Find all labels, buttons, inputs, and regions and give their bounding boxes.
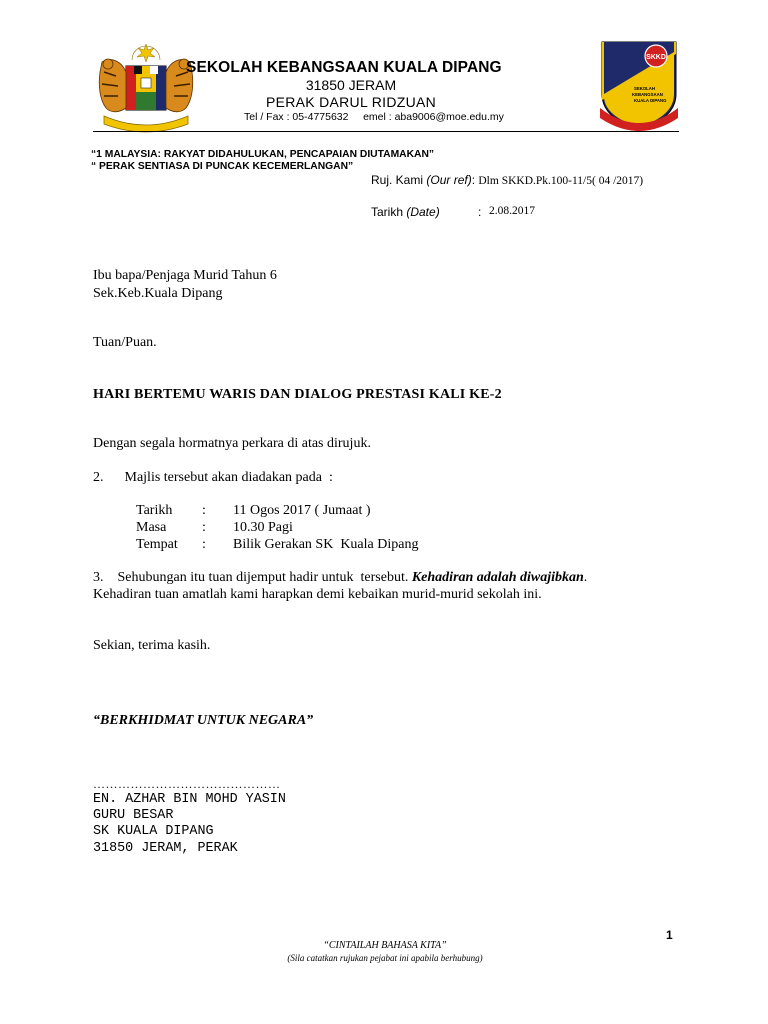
schedule-time-value: 10.30 Pagi [233, 520, 293, 535]
letter-subject: HARI BERTEMU WARIS DAN DIALOG PRESTASI KALI KE-2 [93, 387, 502, 402]
badge-text: SKKD [646, 54, 666, 61]
svg-text:KUALA DIPANG: KUALA DIPANG [634, 98, 667, 103]
paragraph-3-line2: Kehadiran tuan amatlah kami harapkan demi kebaikan murid-murid sekolah ini. [93, 587, 542, 602]
schedule-place-label: Tempat [136, 537, 178, 552]
footer-slogan: “CINTAILAH BAHASA KITA” [323, 940, 447, 951]
closing: Sekian, terima kasih. [93, 638, 211, 653]
reference-line: Ruj. Kami (Our ref): Dlm SKKD.Pk.100-11/5( 04 /2017) [371, 173, 644, 187]
schedule-time-label: Masa [136, 520, 167, 535]
attendance-mandatory: Kehadiran adalah diwajibkan [411, 570, 584, 585]
state: PERAK DARUL RIDZUAN [265, 94, 437, 110]
page-number: 1 [666, 928, 673, 942]
signature-line: ……………………………………… [93, 777, 281, 791]
footer-note: (Sila catatkan rujukan pejabat ini apabila berhubung) [287, 953, 483, 963]
paragraph-3: 3. Sehubungan itu tuan dijemput hadir untuk tersebut. Kehadiran adalah diwajibkan. [93, 570, 588, 585]
header-divider [93, 131, 679, 132]
contact-info: Tel / Fax : 05-4775632 emel : aba9006@moe.edu.my [244, 111, 504, 123]
signatory-school: SK KUALA DIPANG [93, 824, 214, 839]
postcode-town: 31850 JERAM [305, 77, 397, 93]
signatory-title: GURU BESAR [93, 808, 174, 823]
motto-1malaysia: “1 MALAYSIA: RAKYAT DIDAHULUKAN, PENCAPAIAN DIUTAMAKAN” [91, 149, 435, 160]
reference-value: Dlm SKKD.Pk.100-11/5( 04 /2017) [478, 175, 644, 187]
paragraph-2: 2. Majlis tersebut akan diadakan pada : [93, 470, 333, 485]
svg-text:SEKOLAH: SEKOLAH [634, 86, 656, 91]
signatory-name: EN. AZHAR BIN MOHD YASIN [93, 792, 286, 807]
recipient-line1: Ibu bapa/Penjaga Murid Tahun 6 [93, 268, 277, 283]
date-value: 2.08.2017 [489, 205, 535, 217]
school-name: SEKOLAH KEBANGSAAN KUALA DIPANG [186, 59, 502, 76]
signatory-address: 31850 JERAM, PERAK [93, 841, 238, 856]
school-badge-logo [598, 38, 680, 134]
salutation: Tuan/Puan. [93, 335, 157, 350]
schedule-date-value: 11 Ogos 2017 ( Jumaat ) [233, 503, 371, 518]
coat-of-arms-logo [92, 42, 200, 134]
date-colon: : [478, 205, 482, 219]
closing-motto: “BERKHIDMAT UNTUK NEGARA” [93, 713, 314, 728]
schedule-place-value: Bilik Gerakan SK Kuala Dipang [233, 537, 419, 552]
paragraph-1: Dengan segala hormatnya perkara di atas dirujuk. [93, 436, 371, 451]
svg-text:KEBANGSAAN: KEBANGSAAN [632, 92, 663, 97]
schedule-date-label: Tarikh [136, 503, 173, 518]
recipient-line2: Sek.Keb.Kuala Dipang [93, 286, 223, 301]
schedule-time-colon: : [202, 520, 206, 535]
schedule-place-colon: : [202, 537, 206, 552]
date-label: Tarikh (Date) [371, 205, 440, 219]
schedule-date-colon: : [202, 503, 206, 518]
motto-perak: “ PERAK SENTIASA DI PUNCAK KECEMERLANGAN” [91, 161, 354, 172]
